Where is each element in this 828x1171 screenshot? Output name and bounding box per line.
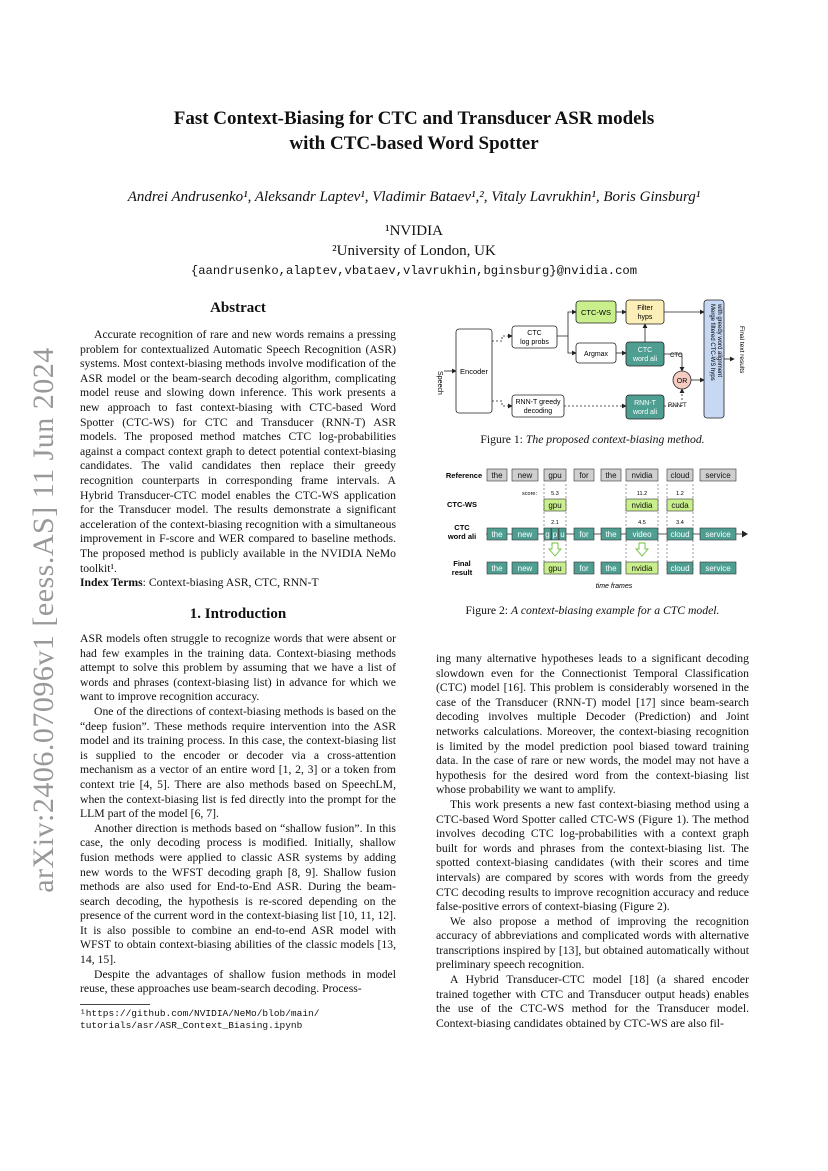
fig2-ref-word-3: for (579, 471, 589, 480)
fig2-ctcws-word-2: cuda (671, 501, 689, 510)
fig1-filter-label-2: hyps (637, 314, 653, 321)
fig2-ctcws-word-1: nvidia (631, 501, 653, 510)
fig2-final-word-5: nvidia (631, 564, 653, 573)
fig2-ctcws-score-0: 5.3 (551, 491, 559, 497)
fig2-ctc-word-9: service (705, 530, 731, 539)
fig1-encoder-label: Encoder (460, 367, 488, 376)
authors: Andrei Andrusenko¹, Aleksandr Laptev¹, Vladimir Bataev¹,², Vitaly Lavrukhin¹, Boris Ginsburg¹ (127, 189, 701, 205)
title-line-2: with CTC-based Word Spotter (289, 133, 539, 154)
figure-1-caption-text: The proposed context-biasing method. (525, 433, 705, 446)
fig2-row-ctc-1: CTC (454, 523, 470, 532)
paper-title (0, 106, 828, 156)
footnote-line-2: tutorials/asr/ASR_Context_Biasing.ipynb (80, 1020, 303, 1031)
intro-paragraph-4: Despite the advantages of shallow fusion methods in model reuse, these approaches use beam-search decoding. Process- (80, 967, 396, 996)
fig2-ref-word-2: gpu (548, 471, 562, 480)
figure-2-caption-prefix: Figure 2: (465, 604, 511, 617)
footnote (80, 1008, 400, 1032)
fig2-final-word-4: the (605, 564, 617, 573)
intro-paragraph-3: Another direction is methods based on “shallow fusion”. In this case, the only decoding process is modified. Initially, shallow fusion methods were applied to classic ASR systems by adding new words to the WFST decoding graph [8, 9]. Shallow fusion methods are also used for End-to-End ASR. During the beam-search decoding, the hypothesis is re-scored depending on the presence of the current word in the context-biasing list [10, 11, 12]. It is also possible to combine an end-to-end ASR model with WFST to obtain context-biasing abilities of the classic models [13, 14, 15]. (80, 821, 396, 967)
fig1-rnnt-edge-label: RNN-T (668, 403, 687, 409)
fig2-ctc-word-4: u (560, 530, 565, 539)
footnote-line-1: ¹https://github.com/NVIDIA/NeMo/blob/main/ (80, 1008, 320, 1019)
fig2-score-label: score: (522, 491, 537, 497)
fig2-row-final-1: Final (453, 559, 471, 568)
figure-2-caption-text: A context-biasing example for a CTC model. (510, 604, 720, 617)
fig2-ref-word-5: nvidia (631, 471, 653, 480)
fig1-speech-label: Speech (436, 371, 443, 395)
right-paragraph-4: A Hybrid Transducer-CTC model [18] (a shared encoder trained together with CTC and Transducer output heads) enables the use of the CTC-WS method for the Transducer model. Context-biasing candidates obtained by CTC-WS are also fil- (436, 973, 749, 1030)
fig2-final-word-3: for (579, 564, 589, 573)
fig1-filter-label-1: Filter (637, 305, 653, 312)
fig2-ref-word-6: cloud (670, 471, 690, 480)
fig1-ctc-logprobs-label-2: log probs (520, 339, 549, 346)
fig2-ctc-word-6: the (605, 530, 617, 539)
right-paragraph-1: ing many alternative hypotheses leads to a significant decoding slowdown even for the Connectionist Temporal Classification (CTC) model [16]. This problem is considerably worsened in the case of the Transducer (RNN-T) model [17] since beam-search decoding involves multiple Decoder (Prediction) and Joint networks calculations. Moreover, the context-biasing recognition is limited by the model prediction pool biased toward training data. In the case of rare or new words, the model may not have a hypothesis for the desired word from the context-biasing list whose probability we want to amplify. (436, 652, 749, 797)
fig2-row-ctc-2: word ali (447, 532, 477, 541)
fig1-ctcws-label: CTC-WS (581, 308, 611, 317)
fig2-ref-word-0: the (491, 471, 503, 480)
fig1-rnnt-wordali-label-1: RNN-T (634, 400, 656, 407)
fig2-ctc-word-3: p (552, 530, 558, 539)
fig1-rnnt-wordali-label-2: word ali (632, 409, 658, 416)
fig2-time-axis-arrowhead (742, 531, 748, 538)
author-emails: {aandrusenko,alaptev,vbataev,vlavrukhin,bginsburg}@nvidia.com (190, 264, 638, 278)
fig1-argmax-label: Argmax (583, 351, 609, 358)
fig2-ctcws-word-0: gpu (548, 501, 562, 510)
intro-paragraph-2: One of the directions of context-biasing methods is based on the “deep fusion”. These methods require intervention into the ASR model and its training process. In this case, the context-biasing list is supplied to the encoder or decoder via a cross-attention mechanism as a vector of an entire word [1, 2, 3] or a token from context trie [4, 5]. There are also methods based on SpeechLM, when the context-biasing list is fed directly into the prompt for the LLM part of the model [6, 7]. (80, 704, 396, 821)
fig2-ctc-score-0: 2.1 (551, 520, 559, 526)
footnote-rule (80, 1004, 150, 1005)
affiliation-1: ¹NVIDIA (385, 223, 443, 239)
figure-1-caption-prefix: Figure 1: (480, 433, 526, 446)
index-terms-label: Index Terms (80, 576, 143, 590)
fig2-ctc-score-2: 3.4 (676, 520, 684, 526)
fig2-ctcws-score-1: 11.2 (636, 491, 648, 497)
index-terms-text: : Context-biasing ASR, CTC, RNN-T (142, 576, 319, 590)
fig2-final-word-2: gpu (548, 564, 562, 573)
fig1-merge-label-1: Merge filtered CTC-WS hyps (709, 304, 715, 381)
fig2-ctc-word-8: cloud (670, 530, 690, 539)
figure-1-diagram (430, 296, 760, 426)
right-paragraph-3: We also propose a method of improving the recognition accuracy of abbreviations and complicated words with alternative transcriptions inspired by [13], but obtained automatically without preliminary speech recognition. (436, 914, 749, 972)
fig1-ctc-wordali-label-2: word ali (632, 356, 658, 363)
fig2-ctc-word-1: new (517, 530, 533, 539)
abstract-body (80, 328, 396, 591)
intro-heading: 1. Introduction (189, 606, 287, 622)
fig2-ctcws-score-2: 1.2 (676, 491, 684, 497)
intro-paragraph-1: ASR models often struggle to recognize words that were absent or had few examples in the training data. Context-biasing methods attempt to solve this problem by assuming that we have a list of words and phrases (context-biasing list) in advance for which we want to improve recognition accuracy. (80, 632, 396, 704)
fig1-or-label: OR (676, 378, 688, 385)
fig2-final-word-1: new (517, 564, 533, 573)
figure-2-caption (436, 604, 749, 617)
arxiv-sidebar (22, 347, 66, 893)
abstract-heading: Abstract (210, 300, 266, 316)
fig2-time-frames-label: time frames (595, 583, 633, 590)
intro-body (80, 632, 396, 997)
fig1-ctc-edge-label: CTC (670, 353, 683, 359)
fig1-ctc-wordali-label-1: CTC (637, 347, 653, 354)
fig1-rnnt-greedy-label-2: decoding (523, 408, 553, 415)
affiliation-2: ²University of London, UK (332, 243, 496, 259)
abstract-text: Accurate recognition of rare and new words remains a pressing problem for contextualized Automatic Speech Recognition (ASR) systems. Most context-biasing methods involve modification of the ASR model or the beam-search decoding algorithm, complicating model reuse and slowing down inference. This work presents a new approach to fast context-biasing with CTC-based Word Spotter (CTC-WS) for CTC and Transducer (RNN-T) ASR models. The proposed method matches CTC log-probabilities against a compact context graph to detect potential context-biasing candidates. The valid candidates then replace their greedy recognition counterparts in corresponding frame intervals. A Hybrid Transducer-CTC model enables the CTC-WS application for the Transducer model. The results demonstrate a significant acceleration of the context-biasing recognition with a simultaneous improvement in F-score and WER compared to baseline methods. The proposed method is publicly available in the NVIDIA NeMo toolkit¹. (80, 328, 396, 575)
fig2-row-ctcws: CTC-WS (447, 500, 477, 509)
index-terms (80, 576, 396, 591)
fig2-ctc-word-0: the (491, 530, 503, 539)
fig2-ctc-word-2: g (545, 530, 550, 539)
right-column-body (436, 652, 749, 1031)
fig2-down-arrow-0 (549, 543, 561, 556)
fig2-row-reference: Reference (445, 471, 483, 480)
fig2-ref-word-4: the (605, 471, 617, 480)
fig2-ctc-word-5: for (579, 530, 589, 539)
fig1-ctc-logprobs-label-1: CTC (527, 330, 542, 337)
fig2-ctc-word-7: video (632, 530, 652, 539)
title-line-1: Fast Context-Biasing for CTC and Transducer ASR models (173, 108, 655, 129)
fig2-ref-word-7: service (705, 471, 731, 480)
fig1-rnnt-greedy-label-1: RNN-T greedy (515, 399, 561, 406)
right-paragraph-2: This work presents a new fast context-biasing method using a CTC-based Word Spotter called CTC-WS (Figure 1). The method involves decoding CTC log-probabilities with a context graph built for words and phrases from the context-biasing list. The spotted context-biasing candidates (with their scores and time intervals) are compared by scores with words from the greedy CTC decoding results to improve recognition accuracy and reduce false-positive errors of context-biasing (Figure 2). (436, 797, 749, 914)
fig1-merge-label-2: with greedy word alignment (716, 304, 722, 378)
fig1-final-label: Final text results (738, 326, 745, 374)
fig2-ctc-score-1: 4.5 (638, 520, 646, 526)
figure-1-caption (436, 433, 749, 446)
fig2-final-word-0: the (491, 564, 503, 573)
fig2-down-arrow-1 (636, 543, 648, 556)
fig2-row-final-2: result (451, 568, 473, 577)
arxiv-id: arXiv:2406.07096v1 [eess.AS] 11 Jun 2024 (27, 347, 60, 893)
fig2-final-word-7: service (705, 564, 731, 573)
fig2-ref-word-1: new (517, 471, 533, 480)
figure-2-diagram (436, 462, 756, 594)
fig2-final-word-6: cloud (670, 564, 690, 573)
